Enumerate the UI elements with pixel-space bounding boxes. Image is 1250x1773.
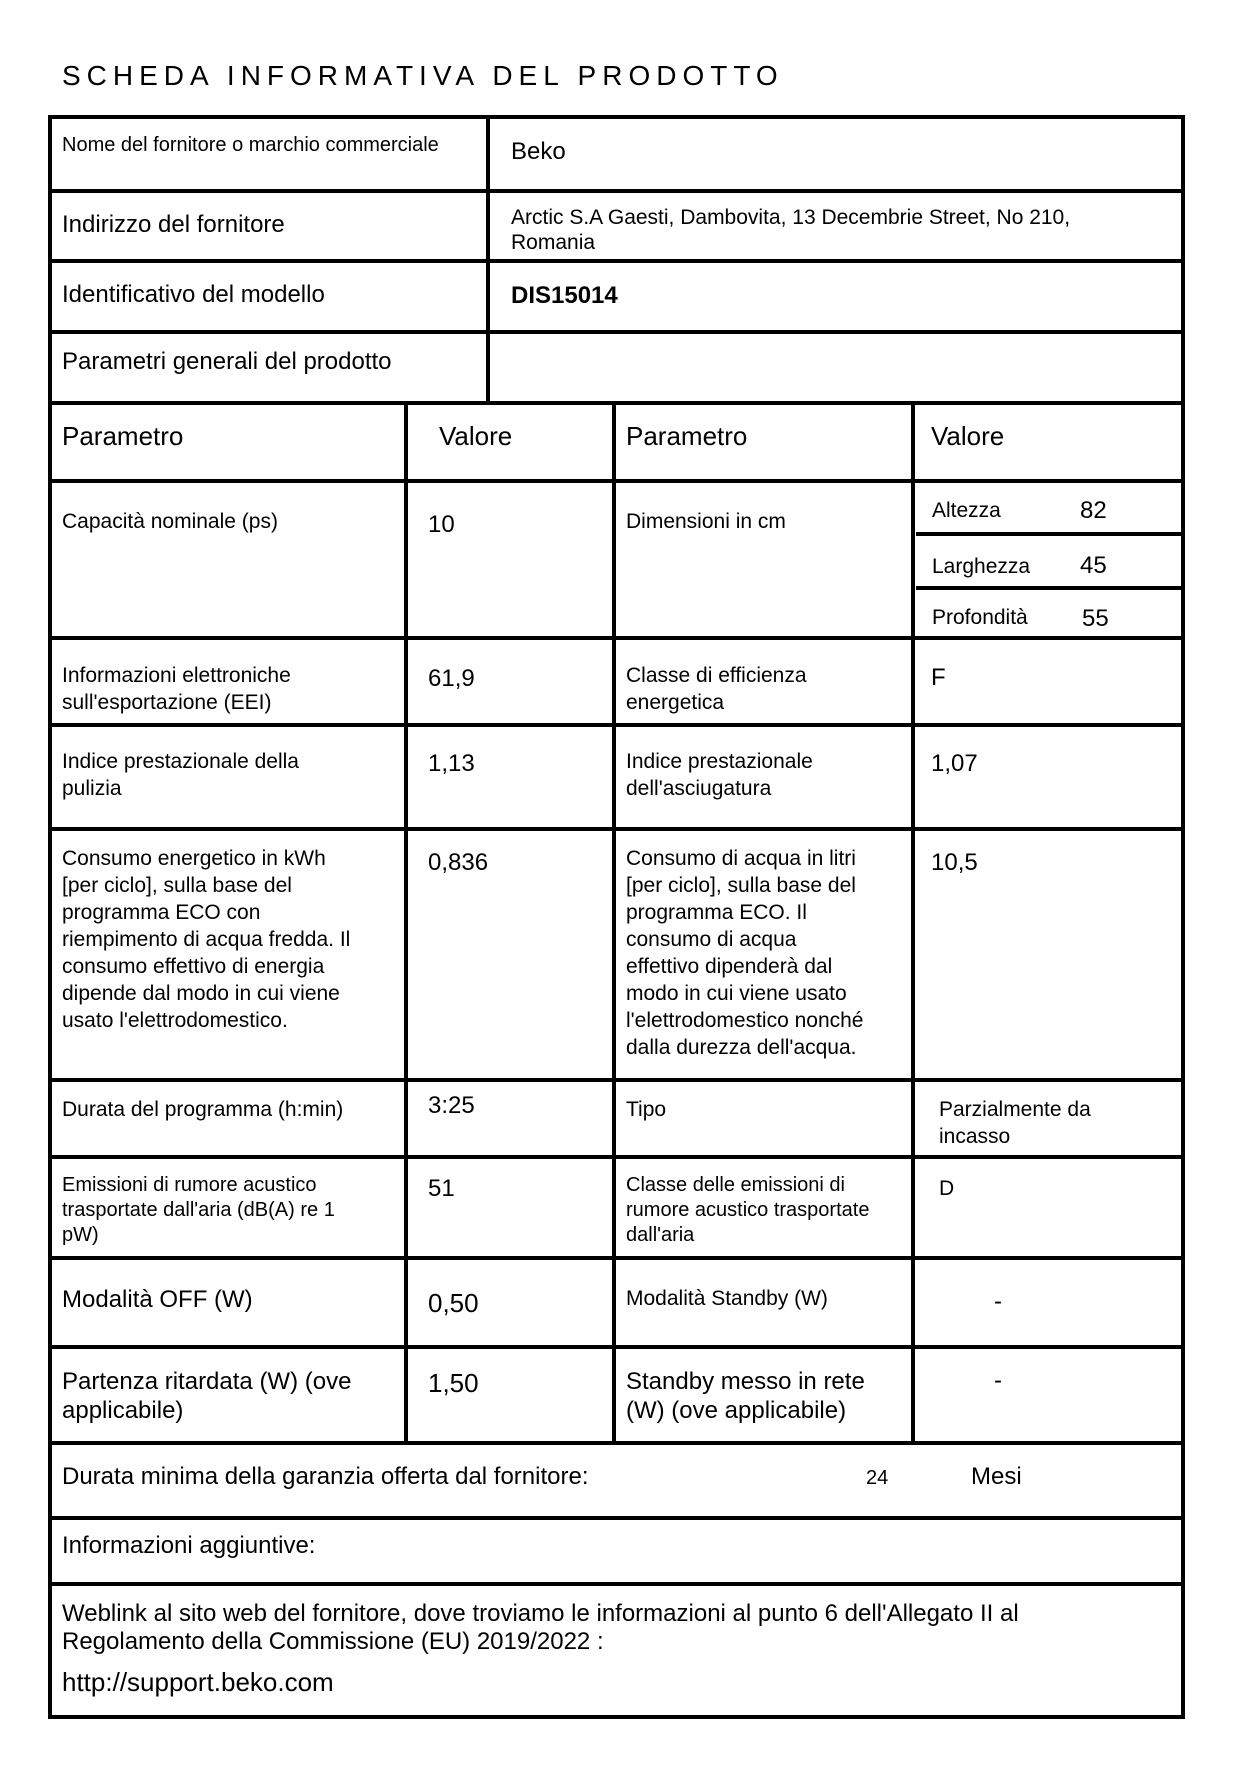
- warranty-value: 24: [866, 1467, 889, 1489]
- divider: [48, 1582, 1185, 1586]
- type-label: Tipo: [626, 1098, 667, 1121]
- model-label: Identificativo del modello: [62, 281, 325, 308]
- width-value: 45: [1080, 552, 1107, 579]
- delay-start-value: 1,50: [428, 1368, 479, 1398]
- supplier-address-label: Indirizzo del fornitore: [62, 211, 285, 238]
- divider: [48, 1441, 1185, 1445]
- noise-class-label: Classe delle emissioni di rumore acustico trasportate dall'aria: [626, 1174, 870, 1246]
- eei-value: 61,9: [428, 665, 475, 692]
- depth-label: Profondità: [932, 606, 1028, 629]
- standby-label: Modalità Standby (W): [626, 1287, 828, 1310]
- noise-emission-value: 51: [428, 1175, 455, 1202]
- standby-value: -: [994, 1288, 1002, 1315]
- divider: [911, 403, 915, 1443]
- divider: [404, 403, 408, 1443]
- divider: [916, 586, 1185, 590]
- water-consumption-value: 10,5: [931, 849, 978, 876]
- depth-value: 55: [1082, 605, 1109, 632]
- drying-label: Indice prestazionale dell'asciugatura: [626, 750, 813, 800]
- energy-consumption-label: Consumo energetico in kWh [per ciclo], sulla base del programma ECO con riempimento di acqua fredda. Il consumo effettivo di energia dipende dal modo in cui viene usato l'elettrodomestico.: [62, 847, 351, 1032]
- supplier-address-value: Arctic S.A Gaesti, Dambovita, 13 Decembrie Street, No 210, Romania: [511, 206, 1071, 254]
- capacity-value: 10: [428, 511, 455, 538]
- networked-standby-label: Standby messo in rete (W) (ove applicabile): [626, 1368, 865, 1424]
- divider: [48, 636, 1185, 640]
- width-label: Larghezza: [932, 555, 1031, 578]
- type-value: Parzialmente da incasso: [939, 1098, 1091, 1148]
- header-value-right: Valore: [931, 421, 1005, 451]
- drying-value: 1,07: [931, 750, 978, 777]
- efficiency-label: Classe di efficienza energetica: [626, 664, 807, 714]
- header-parameter-right: Parametro: [626, 421, 748, 451]
- divider: [48, 723, 1185, 727]
- duration-label: Durata del programma (h:min): [62, 1098, 344, 1121]
- divider: [48, 401, 1185, 405]
- divider: [48, 1345, 1185, 1349]
- supplier-name-label: Nome del fornitore o marchio commerciale: [62, 134, 439, 156]
- weblink-text: Weblink al sito web del fornitore, dove troviamo le informazioni al punto 6 dell'Allegato II al Regolamento della Commissione (EU) 2019/2022 :: [62, 1600, 1019, 1655]
- height-value: 82: [1080, 497, 1107, 524]
- header-value-left: Valore: [439, 421, 513, 451]
- divider: [916, 532, 1185, 536]
- header-parameter-left: Parametro: [62, 421, 184, 451]
- table-border-left: [48, 117, 52, 1719]
- divider: [612, 403, 616, 1443]
- efficiency-value: F: [931, 664, 946, 691]
- table-border-bottom: [48, 1715, 1185, 1719]
- supplier-name-value: Beko: [511, 138, 566, 165]
- off-mode-value: 0,50: [428, 1288, 479, 1318]
- divider: [48, 1516, 1185, 1520]
- model-value: DIS15014: [511, 282, 618, 309]
- divider: [48, 827, 1185, 831]
- divider: [48, 1155, 1185, 1159]
- capacity-label: Capacità nominale (ps): [62, 510, 278, 533]
- divider: [48, 479, 1185, 483]
- delay-start-label: Partenza ritardata (W) (ove applicabile): [62, 1368, 352, 1424]
- divider: [486, 117, 490, 403]
- off-mode-label: Modalità OFF (W): [62, 1286, 253, 1313]
- support-link[interactable]: http://support.beko.com: [62, 1667, 334, 1697]
- energy-consumption-value: 0,836: [428, 849, 489, 876]
- dimensions-label: Dimensioni in cm: [626, 510, 786, 533]
- eei-label: Informazioni elettroniche sull'esportazione (EEI): [62, 664, 291, 714]
- networked-standby-value: -: [994, 1367, 1002, 1394]
- duration-value: 3:25: [428, 1092, 475, 1119]
- divider: [48, 259, 1185, 263]
- additional-info-label: Informazioni aggiuntive:: [62, 1532, 316, 1559]
- general-parameters-label: Parametri generali del prodotto: [62, 348, 392, 375]
- warranty-unit: Mesi: [971, 1463, 1022, 1490]
- height-label: Altezza: [932, 499, 1001, 522]
- divider: [48, 330, 1185, 334]
- table-border-top: [48, 115, 1185, 119]
- divider: [48, 189, 1185, 193]
- table-border-right: [1181, 115, 1185, 1719]
- divider: [48, 1078, 1185, 1082]
- page-title: SCHEDA INFORMATIVA DEL PRODOTTO: [62, 60, 784, 91]
- warranty-label: Durata minima della garanzia offerta dal fornitore:: [62, 1463, 589, 1490]
- cleaning-value: 1,13: [428, 750, 475, 777]
- noise-class-value: D: [939, 1177, 955, 1200]
- cleaning-label: Indice prestazionale della pulizia: [62, 750, 299, 800]
- water-consumption-label: Consumo di acqua in litri [per ciclo], sulla base del programma ECO. Il consumo di acqua effettivo dipenderà dal modo in cui viene usato l'elettrodomestico nonché dalla durezza dell'acqua.: [626, 847, 864, 1059]
- noise-emission-label: Emissioni di rumore acustico trasportate dall'aria (dB(A) re 1 pW): [62, 1174, 335, 1246]
- divider: [48, 1256, 1185, 1260]
